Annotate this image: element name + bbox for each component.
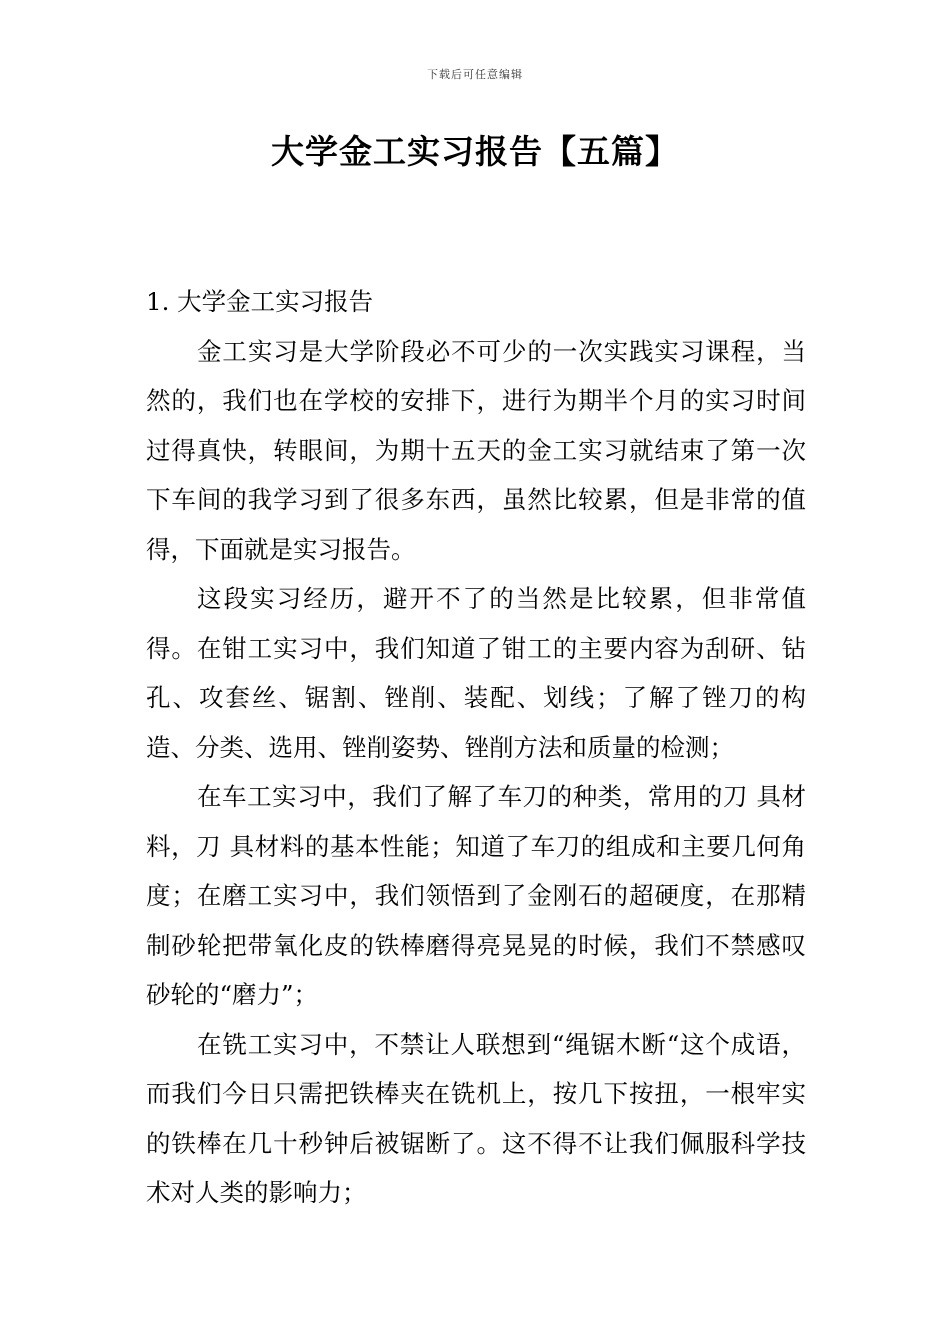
paragraph-fitter: 这段实习经历，避开不了的当然是比较累，但非常值得。在钳工实习中，我们知道了钳工的主要内容为刮研、钻孔、攻套丝、锯割、锉削、装配、划线；了解了锉刀的构造、分类、选用、锉削姿势、锉削方法和质量的检测； <box>146 584 806 762</box>
paragraph-lathe-grinding: 在车工实习中，我们了解了车刀的种类，常用的刀 具材料，刀 具材料的基本性能；知道了车刀的组成和主要几何角度；在磨工实习中，我们领悟到了金刚石的超硬度，在那精制砂轮把带氧化皮的铁棒磨得亮晃晃的时候，我们不禁感叹砂轮的“磨力”； <box>146 782 806 1009</box>
section-heading: 1. 大学金工实习报告 <box>146 287 374 316</box>
paragraph-intro: 金工实习是大学阶段必不可少的一次实践实习课程，当然的，我们也在学校的安排下，进行为期半个月的实习时间过得真快，转眼间，为期十五天的金工实习就结束了第一次下车间的我学习到了很多东西，虽然比较累，但是非常的值得，下面就是实习报告。 <box>146 336 806 564</box>
paragraph-milling: 在铣工实习中，不禁让人联想到“绳锯木断“这个成语，而我们今日只需把铁棒夹在铣机上，按几下按扭，一根牢实的铁棒在几十秒钟后被锯断了。这不得不让我们佩服科学技术对人类的影响力； <box>146 1029 806 1207</box>
page-header-note: 下载后可任意编辑 <box>427 68 523 81</box>
document-body <box>146 277 806 1218</box>
document-title: 大学金工实习报告【五篇】 <box>271 132 679 171</box>
